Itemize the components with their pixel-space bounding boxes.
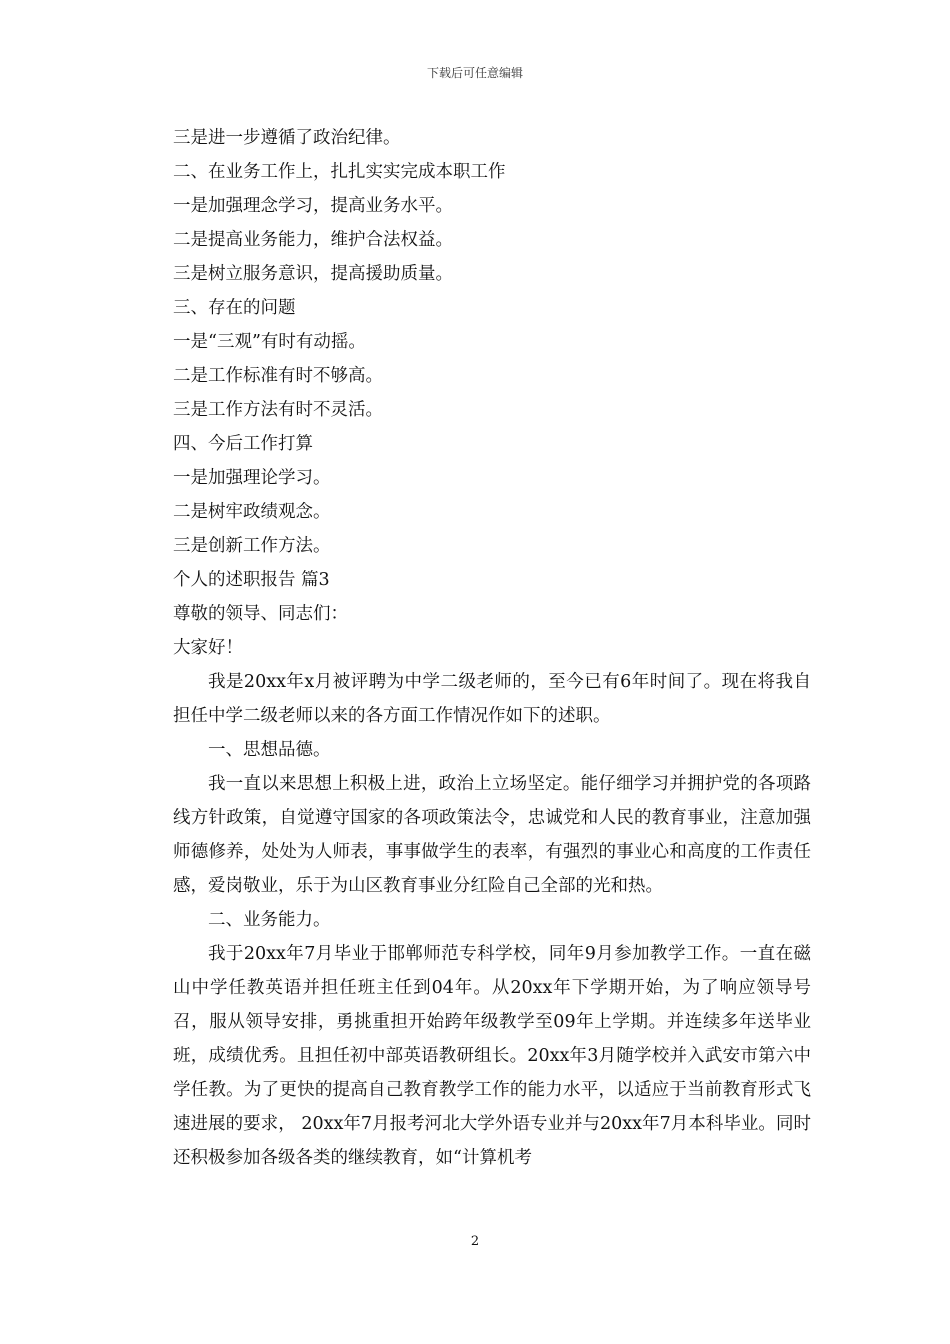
text-line: 一是加强理论学习。 bbox=[173, 468, 331, 488]
document-body bbox=[173, 121, 811, 1175]
paragraph-intro: 我是20xx年x月被评聘为中学二级老师的，至今已有6年时间了。现在将我自担任中学二级老师以来的各方面工作情况作如下的述职。 bbox=[173, 672, 811, 726]
text-line: 三是创新工作方法。 bbox=[173, 536, 331, 556]
text-line: 一是“三观”有时有动摇。 bbox=[173, 332, 366, 352]
salutation: 尊敬的领导、同志们： bbox=[173, 604, 348, 624]
page-header: 下载后可任意编辑 bbox=[426, 66, 523, 80]
section-heading: 四、今后工作打算 bbox=[173, 434, 313, 454]
report-title: 个人的述职报告 篇3 bbox=[173, 570, 330, 590]
section-heading: 二、业务能力。 bbox=[208, 910, 331, 930]
paragraph-ability: 我于20xx年7月毕业于邯郸师范专科学校，同年9月参加教学工作。一直在磁山中学任教英语并担任班主任到04年。从20xx年下学期开始，为了响应领导号召，服从领导安排，勇挑重担开始跨年级教学至09年上学期。并连续多年送毕业班，成绩优秀。且担任初中部英语教研组长。20xx年3月随学校并入武安市第六中学任教。为了更快的提高自己教育教学工作的能力水平，以适应于当前教育形式飞速进展的要求， 20xx年7月报考河北大学外语专业并与20xx年7月本科毕业。同时还积极参加各级各类的继续教育，如“计算机考 bbox=[173, 944, 811, 1168]
greeting: 大家好！ bbox=[173, 638, 243, 658]
text-line: 一是加强理念学习，提高业务水平。 bbox=[173, 196, 453, 216]
text-line: 三是树立服务意识，提高援助质量。 bbox=[173, 264, 453, 284]
text-line: 二是工作标准有时不够高。 bbox=[173, 366, 383, 386]
section-heading: 一、思想品德。 bbox=[208, 740, 331, 760]
text-line: 二是树牢政绩观念。 bbox=[173, 502, 331, 522]
text-line: 三是进一步遵循了政治纪律。 bbox=[173, 128, 401, 148]
page-number: 2 bbox=[470, 1234, 480, 1249]
text-line: 二是提高业务能力，维护合法权益。 bbox=[173, 230, 453, 250]
text-line: 三是工作方法有时不灵活。 bbox=[173, 400, 383, 420]
paragraph-ideology: 我一直以来思想上积极上进，政治上立场坚定。能仔细学习并拥护党的各项路线方针政策，自觉遵守国家的各项政策法令，忠诚党和人民的教育事业，注意加强师德修养，处处为人师表，事事做学生的表率，有强烈的事业心和高度的工作责任感，爱岗敬业，乐于为山区教育事业分红险自己全部的光和热。 bbox=[173, 774, 811, 896]
section-heading: 二、在业务工作上，扎扎实实完成本职工作 bbox=[173, 162, 506, 182]
section-heading: 三、存在的问题 bbox=[173, 298, 296, 318]
